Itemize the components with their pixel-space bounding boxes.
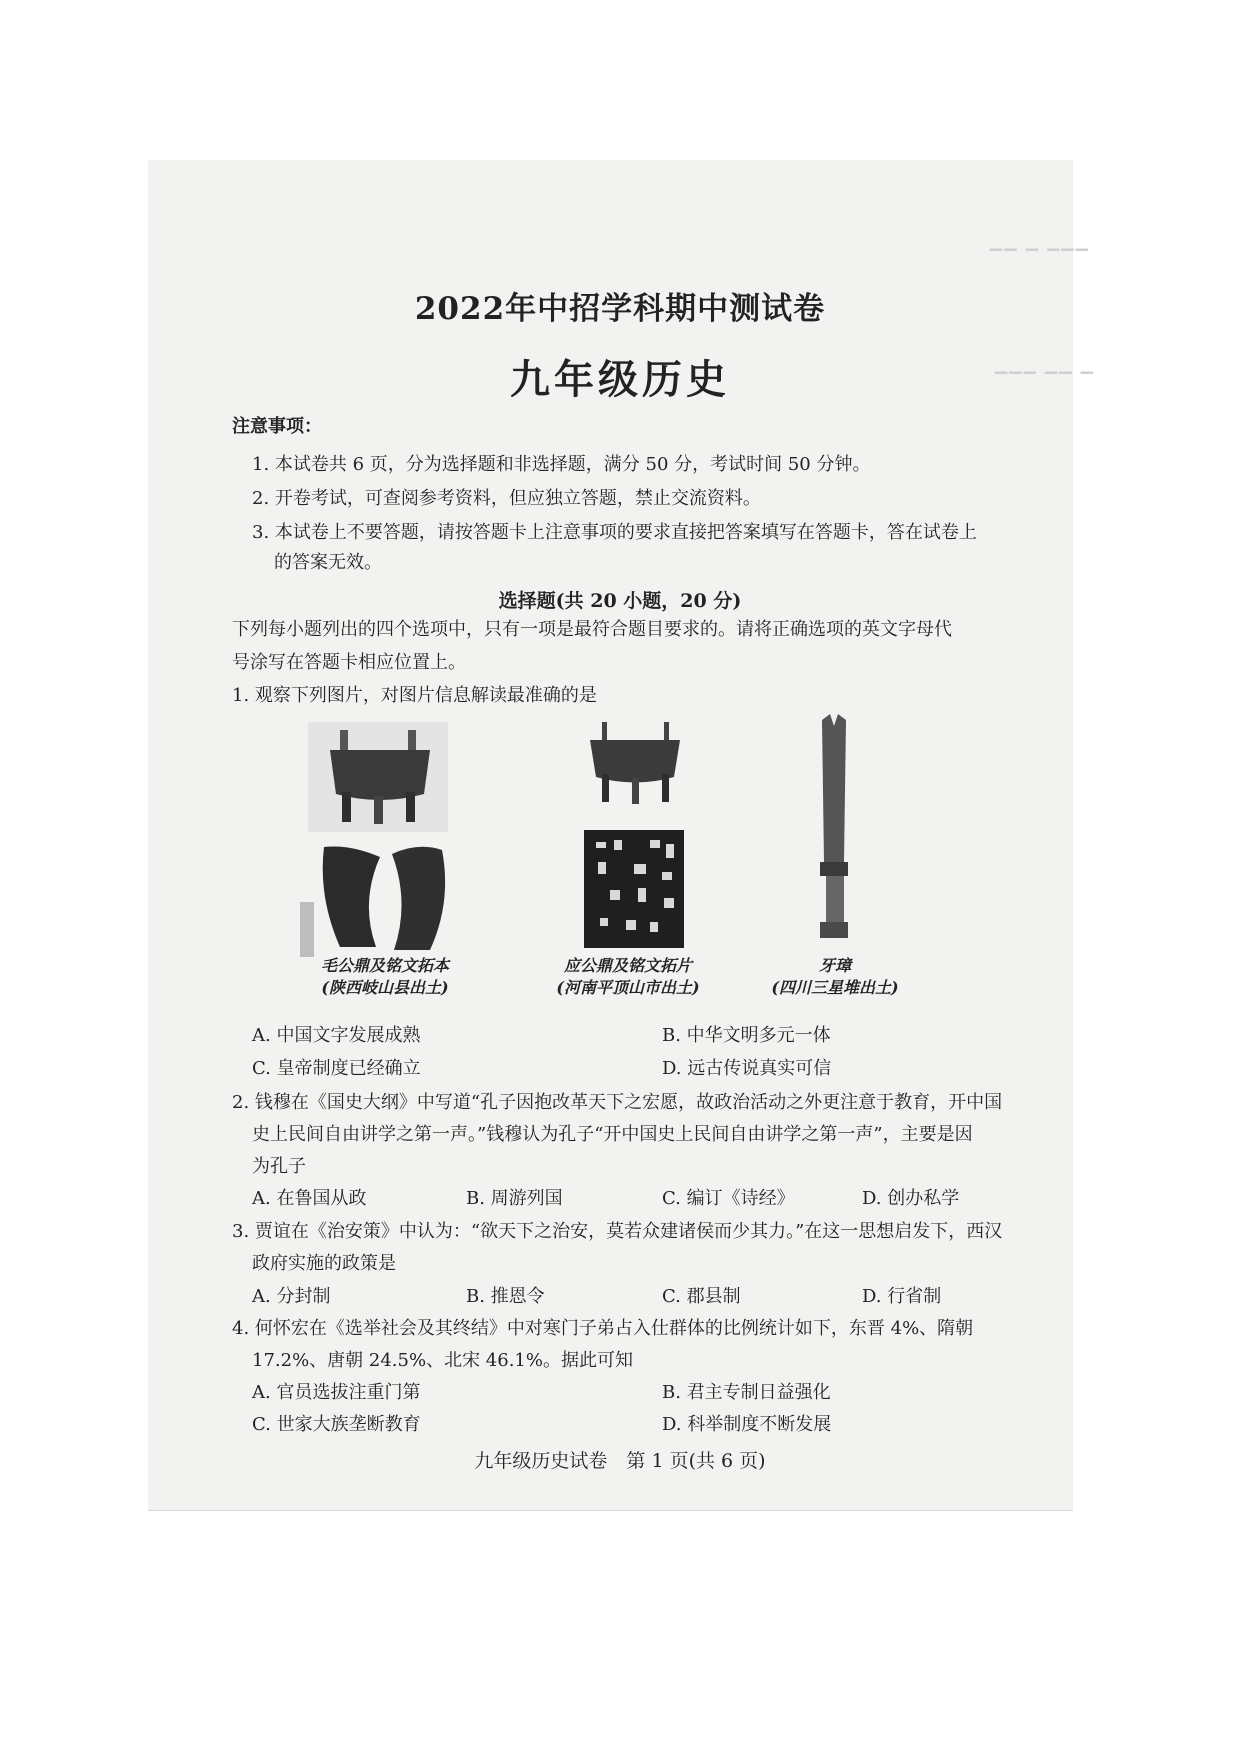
q3-option-b: B. 推恩令 <box>466 1286 545 1307</box>
caption-1-name: 毛公鼎及铭文拓本 <box>320 956 449 975</box>
q4-option-d: D. 科举制度不断发展 <box>662 1414 832 1435</box>
notice-item-1: 1. 本试卷共 6 页，分为选择题和非选择题，满分 50 分，考试时间 50 分钟。 <box>252 454 871 475</box>
section-title: 选择题(共 20 小题，20 分) <box>498 590 742 612</box>
question-3-stem-cont: 政府实施的政策是 <box>252 1253 396 1274</box>
yazhang-image <box>810 712 860 942</box>
yinggong-ding-image <box>580 722 690 952</box>
bleed-through-marks: ▁▁ ▁ ▁▁▁ <box>990 232 1090 251</box>
exam-title: 2022年中招学科期中测试卷 <box>414 291 826 327</box>
section-instruction-cont: 号涂写在答题卡相应位置上。 <box>232 652 466 673</box>
caption-1-origin: (陕西岐山县出土) <box>321 977 449 997</box>
q2-option-a: A. 在鲁国从政 <box>252 1188 367 1209</box>
caption-2-name: 应公鼎及铭文拓片 <box>563 956 692 975</box>
q1-option-b: B. 中华文明多元一体 <box>662 1025 831 1046</box>
question-1-stem: 1. 观察下列图片，对图片信息解读最准确的是 <box>232 685 597 706</box>
caption-3 <box>770 955 900 998</box>
question-2-stem-end: 为孔子 <box>252 1156 306 1177</box>
q2-option-b: B. 周游列国 <box>466 1188 563 1209</box>
q2-option-d: D. 创办私学 <box>862 1188 960 1209</box>
q1-option-a: A. 中国文字发展成熟 <box>252 1025 421 1046</box>
q1-option-c: C. 皇帝制度已经确立 <box>252 1058 421 1079</box>
notice-item-2: 2. 开卷考试，可查阅参考资料，但应独立答题，禁止交流资料。 <box>252 488 761 509</box>
caption-2 <box>538 955 718 998</box>
question-2-stem: 2. 钱穆在《国史大纲》中写道“孔子因抱改革天下之宏愿，故政治活动之外更注意于教育，开中国 <box>232 1092 1003 1113</box>
q2-option-c: C. 编订《诗经》 <box>662 1188 795 1209</box>
q1-option-d: D. 远古传说真实可信 <box>662 1058 832 1079</box>
q3-option-a: A. 分封制 <box>252 1286 331 1307</box>
maogong-ding-image <box>300 722 460 962</box>
caption-3-name: 牙璋 <box>818 956 851 975</box>
notice-item-3: 3. 本试卷上不要答题，请按答题卡上注意事项的要求直接把答案填写在答题卡，答在试卷上 <box>252 522 977 543</box>
bleed-through-marks: ▁▁▁ ▁▁ ▁ <box>995 355 1095 374</box>
caption-2-origin: (河南平顶山市出土) <box>556 977 700 997</box>
q4-option-c: C. 世家大族垄断教育 <box>252 1414 421 1435</box>
section-instruction: 下列每小题列出的四个选项中，只有一项是最符合题目要求的。请将正确选项的英文字母代 <box>232 619 952 640</box>
q3-option-d: D. 行省制 <box>862 1286 942 1307</box>
question-4-stem-cont: 17.2%、唐朝 24.5%、北宋 46.1%。据此可知 <box>252 1350 633 1371</box>
q4-option-b: B. 君主专制日益强化 <box>662 1382 831 1403</box>
notice-heading: 注意事项： <box>232 416 322 437</box>
question-4-stem: 4. 何怀宏在《选举社会及其终结》中对寒门子弟占入仕群体的比例统计如下，东晋 4%、隋朝 <box>232 1318 974 1339</box>
q3-option-c: C. 郡县制 <box>662 1286 741 1307</box>
caption-3-origin: (四川三星堆出土) <box>771 977 899 997</box>
page-footer: 九年级历史试卷 第 1 页(共 6 页) <box>474 1450 766 1472</box>
caption-1 <box>305 955 465 998</box>
subject-title: 九年级历史 <box>510 356 730 403</box>
question-3-stem: 3. 贾谊在《治安策》中认为：“欲天下之治安，莫若众建诸侯而少其力。”在这一思想启发下，西汉 <box>232 1221 1003 1242</box>
q4-option-a: A. 官员选拔注重门第 <box>252 1382 421 1403</box>
question-2-stem-cont: 史上民间自由讲学之第一声。”钱穆认为孔子“开中国史上民间自由讲学之第一声”，主要是因 <box>252 1124 973 1145</box>
notice-item-3-cont: 的答案无效。 <box>274 552 382 573</box>
